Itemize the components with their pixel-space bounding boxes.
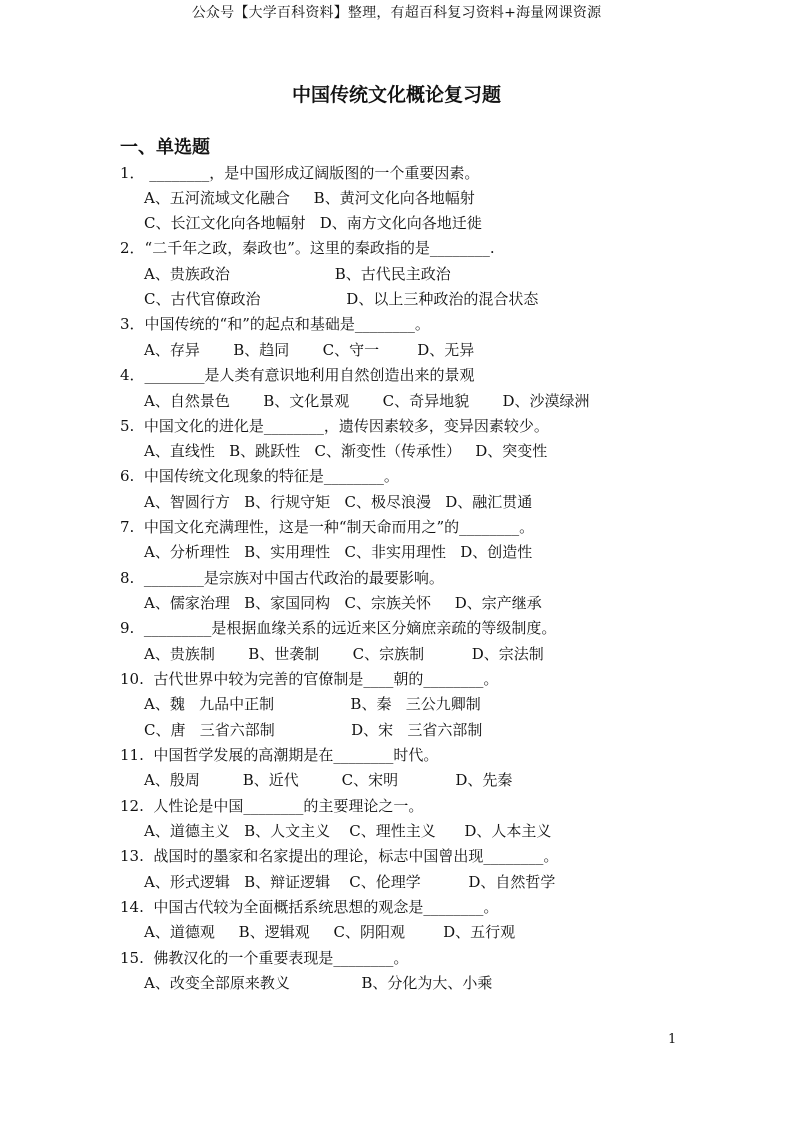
question-10: 10. 古代世界中较为完善的官僚制是____朝的________。 bbox=[120, 670, 499, 688]
question-2-options-cd: C、古代官僚政治 D、以上三种政治的混合状态 bbox=[144, 290, 539, 308]
question-12-options: A、道德主义 B、人文主义 C、理性主义 D、人本主义 bbox=[144, 822, 552, 840]
question-2-options-ab: A、贵族政治 B、古代民主政治 bbox=[144, 265, 451, 283]
question-14: 14. 中国古代较为全面概括系统思想的观念是________。 bbox=[120, 898, 499, 916]
question-11-options: A、殷周 B、近代 C、宋明 D、先秦 bbox=[144, 771, 513, 789]
question-10-options-ab: A、魏 九品中正制 B、秦 三公九卿制 bbox=[144, 695, 481, 713]
question-3-options: A、存异 B、趋同 C、守一 D、无异 bbox=[144, 341, 475, 359]
question-1-options-ab: A、五河流域文化融合 B、黄河文化向各地幅射 bbox=[144, 189, 475, 207]
document-title: 中国传统文化概论复习题 bbox=[291, 84, 501, 106]
question-4-options: A、自然景色 B、文化景观 C、奇异地貌 D、沙漠绿洲 bbox=[144, 392, 590, 410]
question-7: 7. 中国文化充满理性，这是一种“制天命而用之”的________。 bbox=[120, 518, 535, 536]
question-5-options: A、直线性 B、跳跃性 C、渐变性（传承性） D、突变性 bbox=[144, 442, 548, 460]
question-11: 11. 中国哲学发展的高潮期是在________时代。 bbox=[120, 746, 439, 764]
question-5: 5. 中国文化的进化是________，遗传因素较多，变异因素较少。 bbox=[120, 417, 549, 435]
question-14-options: A、道德观 B、逻辑观 C、阴阳观 D、五行观 bbox=[144, 923, 516, 941]
question-6: 6. 中国传统文化现象的特征是________。 bbox=[120, 467, 399, 485]
question-1-options-cd: C、长江文化向各地幅射 D、南方文化向各地迁徙 bbox=[144, 214, 482, 232]
question-7-options: A、分析理性 B、实用理性 C、非实用理性 D、创造性 bbox=[144, 543, 533, 561]
question-4: 4．________是人类有意识地利用自然创造出来的景观 bbox=[120, 366, 475, 384]
question-15-options: A、改变全部原来教义 B、分化为大、小乘 bbox=[144, 974, 493, 992]
question-13: 13. 战国时的墨家和名家提出的理论，标志中国曾出现________。 bbox=[120, 847, 559, 865]
question-9-options: A、贵族制 B、世袭制 C、宗族制 D、宗法制 bbox=[144, 645, 544, 663]
page-header: 公众号【大学百科资料】整理，有超百科复习资料+海量网课资源 bbox=[191, 5, 602, 21]
question-13-options: A、形式逻辑 B、辩证逻辑 C、伦理学 D、自然哲学 bbox=[144, 873, 556, 891]
question-2: 2．“二千年之政，秦政也”。这里的秦政指的是________. bbox=[120, 239, 495, 257]
question-8-options: A、儒家治理 B、家国同构 C、宗族关怀 D、宗产继承 bbox=[144, 594, 542, 612]
question-1: 1． ________，是中国形成辽阔版图的一个重要因素。 bbox=[120, 164, 480, 182]
question-12: 12. 人性论是中国________的主要理论之一。 bbox=[120, 797, 424, 815]
question-10-options-cd: C、唐 三省六部制 D、宋 三省六部制 bbox=[144, 721, 483, 739]
section-heading: 一、单选题 bbox=[120, 137, 210, 158]
question-15: 15. 佛教汉化的一个重要表现是________。 bbox=[120, 949, 409, 967]
question-8: 8. ________是宗族对中国古代政治的最要影响。 bbox=[120, 569, 444, 587]
question-3: 3．中国传统的“和”的起点和基础是________。 bbox=[120, 315, 430, 333]
question-6-options: A、智圆行方 B、行规守矩 C、极尽浪漫 D、融汇贯通 bbox=[144, 493, 533, 511]
question-9: 9. _________是根据血缘关系的远近来区分嫡庶亲疏的等级制度。 bbox=[120, 619, 557, 637]
page-number: 1 bbox=[668, 1032, 677, 1047]
